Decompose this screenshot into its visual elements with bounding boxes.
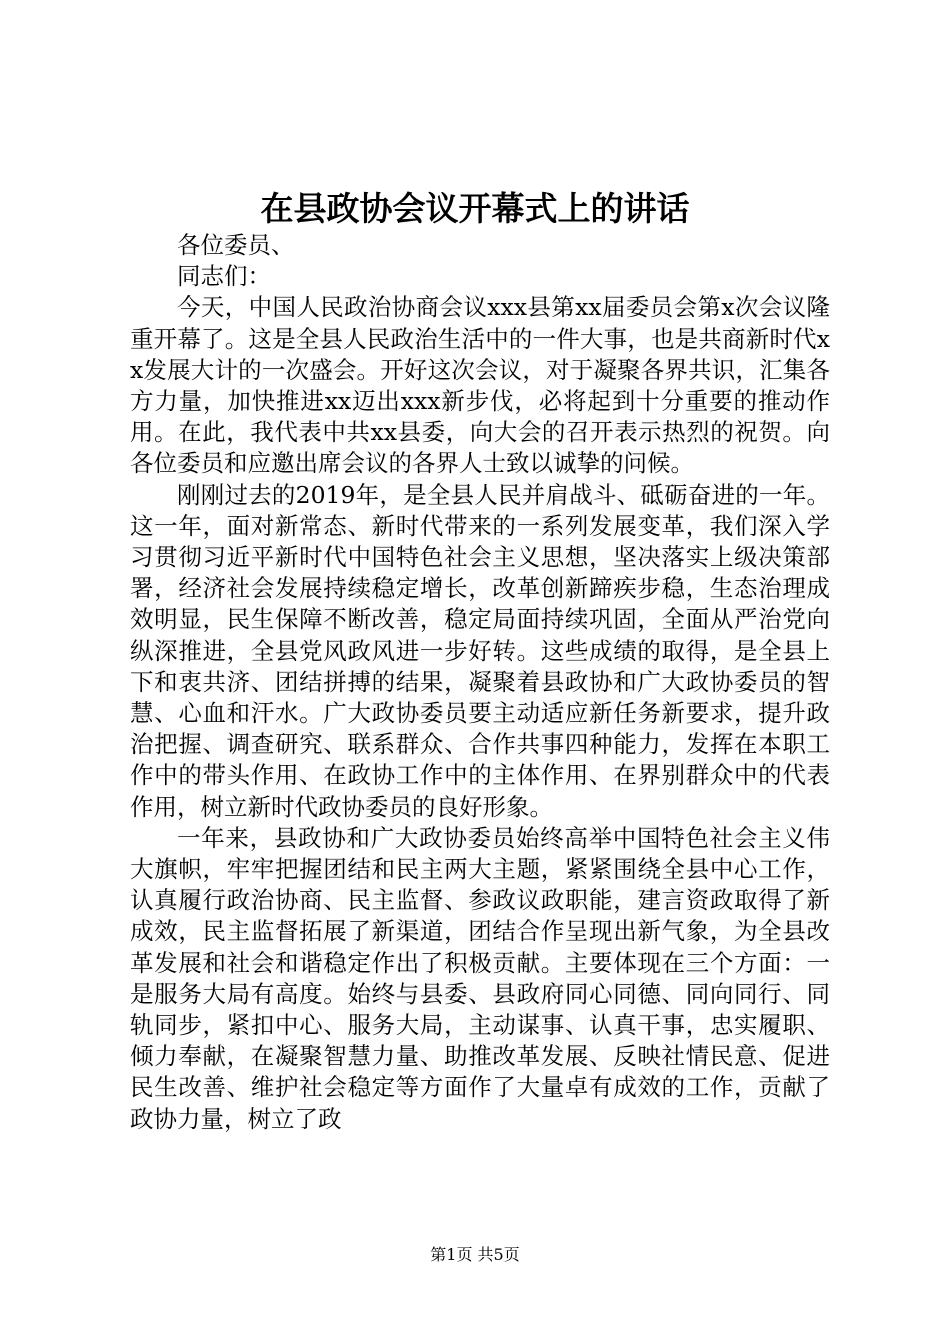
salutation-line: 各位委员、 [177, 231, 295, 259]
document-body [130, 230, 830, 1135]
document-title: 在县政协会议开幕式上的讲话 [260, 189, 690, 228]
body-paragraph: 今天，中国人民政治协商会议xxx县第xx届委员会第x次会议隆重开幕了。这是全县人民政治生活中的一件大事，也是共商新时代xx发展大计的一次盛会。开好这次会议，对于凝聚各界共识，汇集各方力量，加快推进xx迈出xxx新步伐，必将起到十分重要的推动作用。在此，我代表中共xx县委，向大会的召开表示热烈的祝贺。向各位委员和应邀出席会议的各界人士致以诚挚的问候。 [130, 293, 830, 478]
salutation-line: 同志们： [177, 262, 271, 291]
body-paragraph: 一年来，县政协和广大政协委员始终高举中国特色社会主义伟大旗帜，牢牢把握团结和民主两大主题，紧紧围绕全县中心工作，认真履行政治协商、民主监督、参政议政职能，建言资政取得了新成效，民主监督拓展了新渠道，团结合作呈现出新气象，为全县改革发展和社会和谐稳定作出了积极贡献。主要体现在三个方面：一是服务大局有高度。始终与县委、县政府同心同德、同向同行、同轨同步，紧扣中心、服务大局，主动谋事、认真干事，忠实履职、倾力奉献，在凝聚智慧力量、助推改革发展、反映社情民意、促进民生改善、维护社会稳定等方面作了大量卓有成效的工作，贡献了政协力量，树立了政 [130, 823, 830, 1133]
page-footer: 第1页 共5页 [430, 1245, 520, 1264]
body-paragraph: 刚刚过去的2019年，是全县人民并肩战斗、砥砺奋进的一年。这一年，面对新常态、新时代带来的一系列发展变革，我们深入学习贯彻习近平新时代中国特色社会主义思想，坚决落实上级决策部署，经济社会发展持续稳定增长，改革创新蹄疾步稳，生态治理成效明显，民生保障不断改善，稳定局面持续巩固，全面从严治党向纵深推进，全县党风政风进一步好转。这些成绩的取得，是全县上下和衷共济、团结拼搏的结果，凝聚着县政协和广大政协委员的智慧、心血和汗水。广大政协委员要主动适应新任务新要求，提升政治把握、调查研究、联系群众、合作共事四种能力，发挥在本职工作中的带头作用、在政协工作中的主体作用、在界别群众中的代表作用，树立新时代政协委员的良好形象。 [130, 480, 830, 821]
